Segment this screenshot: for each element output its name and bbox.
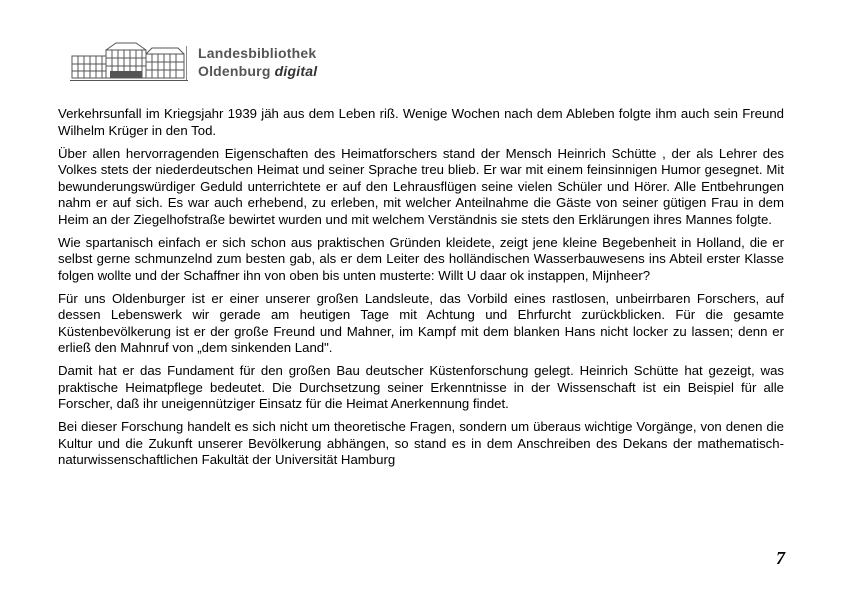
paragraph-2: Über allen hervorragenden Eigenschaften des Heimatforschers stand der Mensch Heinrich Schütte , der als Lehrer des Volkes stets der niederdeutschen Heimat und seiner Sprache treu blieb. Er war mit einem feinsinnigen Humor gesegnet. Mit bewunderungswürdiger Geduld unterrichtete er auf den Lehrausflügen seine vielen Schüler und Hörer. Alle Entbehrungen nahm er auf sich. Es war auch erhebend, zu erleben, mit welcher Anteilnahme die Gäste von seiner gütigen Frau in dem Heim an der Ziegelhofstraße bewirtet wurden und mit welchem Verständnis sie stets den Erklärungen ihres Mannes folgte. xyxy=(58,145,784,227)
page-header xyxy=(70,40,350,84)
library-name-line2 xyxy=(198,62,317,80)
paragraph-5: Damit hat er das Fundament für den großen Bau deutscher Küstenforschung gelegt. Heinrich Schütte hat gezeigt, was praktische Heimatpflege bedeutet. Die Durchsetzung seiner Erkenntnisse in der Wissenschaft ist ein Beispiel für alle Forscher, daß ihr uneigennütziger Einsatz für die Heimat Anerkennung findet. xyxy=(58,363,784,411)
logo-divider xyxy=(186,46,187,80)
page-number: 7 xyxy=(776,548,785,568)
paragraph-6: Bei dieser Forschung handelt es sich nicht um theoretische Fragen, sondern um überaus wichtige Vorgänge, von denen die Kultur und die Zukunft unserer Bevölkerung abhängen, so stand es in dem Anschreiben des Dekans der mathematisch-naturwissenschaftlichen Fakultät der Universität Hamburg xyxy=(58,419,784,467)
library-name-line1: Landesbibliothek xyxy=(198,45,317,61)
paragraph-1: Verkehrsunfall im Kriegsjahr 1939 jäh aus dem Leben riß. Wenige Wochen nach dem Ableben folgte ihm auch sein Freund Wilhelm Krüger in den Tod. xyxy=(58,106,784,138)
library-name-digital: digital xyxy=(274,63,318,79)
logo-baseline xyxy=(70,80,188,81)
paragraph-3: Wie spartanisch einfach er sich schon aus praktischen Gründen kleidete, zeigt jene kleine Begebenheit in Holland, die er selbst gerne schmunzelnd zum besten gab, als er dem Leiter des holländischen Wasserbauwesens ins Abteil erster Klasse folgen wollte und der Schaffner ihn von oben bis unten musterte: Willt U daar ok instappen, Mijnheer? xyxy=(58,234,784,283)
library-name-city: Oldenburg xyxy=(198,63,275,79)
library-building-logo xyxy=(70,40,190,84)
paragraph-4: Für uns Oldenburger ist er einer unserer großen Landsleute, das Vorbild eines rastlosen, unbeirrbaren Forschers, auf dessen Lebenswerk wir gerade am heutigen Tage mit Achtung und Ehrfurcht zurückblicken. Für die gesamte Küstenbevölkerung ist er der große Freund und Mahner, im Kampf mit dem blanken Hans nicht locker zu lassen; denn er erließ den Mahnruf von „dem sinkenden Land". xyxy=(58,290,784,355)
page-body xyxy=(58,106,784,475)
library-name xyxy=(198,44,317,80)
